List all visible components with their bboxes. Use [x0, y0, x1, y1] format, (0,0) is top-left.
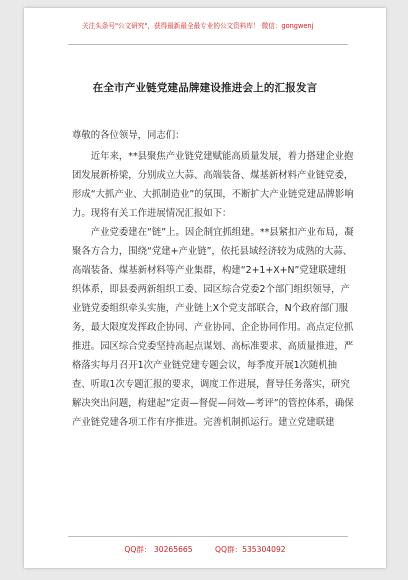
header-bar: [24, 8, 386, 52]
paragraph-1: 近年来，**县聚焦产业链党建赋能高质量发展，着力搭建企业抱团发展新桥梁，分别成立大蒜、高端装备、煤基新材料产业链党委，形成“大抓产业、大抓制造业”的氛围，不断扩大产业链党建品牌影响力。现将有关工作进展情况汇报如下：: [72, 151, 354, 219]
header-divider: [68, 44, 348, 45]
document-title: 在全市产业链党建品牌建设推进会上的汇报发言: [92, 82, 318, 94]
document-page: [24, 8, 386, 568]
footer-qq-group-2: QQ群：535304092: [215, 545, 286, 554]
greeting: 尊敬的各位领导，同志们：: [72, 130, 185, 141]
footer-qq-group-1: QQ群： 30265665: [124, 545, 193, 554]
footer-divider: [68, 536, 348, 537]
header-ad-link[interactable]: 关注头条号"公文研究"，获得最新最全最专业的公文资料库！ 微信：gongwenj: [82, 22, 314, 30]
footer: [24, 544, 386, 555]
paragraph-2: 产业党委建在“链”上。因企制宜抓组建。**县紧扣产业布局，凝聚各方合力，围绕“党建+产业链”，依托县域经济较为成熟的大蒜、高端装备、煤基新材料等产业集群，构建“2+1+X+N”党建联建组织体系，即县委两新组织工委、园区综合党委2个部门组织领导，产业链党委组织牵头实施，产业链上X个党支部联合，N个政府部门服务，最大限度发挥政企协同、产业协同、企企协同作用。高点定位抓推进。园区综合党委坚持高起点谋划、高标准要求、高质量推进，严格落实每月召开1次产业链党建专题会议，每季度开展1次随机抽查、听取1次专题汇报的要求，调度工作进展，督导任务落实，研究解决突出问题，构建起“定责—督促—问效—考评”的管控体系，确保产业链党建各项工作有序推进。完善机制抓运行。建立党建联建: [72, 227, 354, 428]
document-body: [72, 126, 354, 432]
